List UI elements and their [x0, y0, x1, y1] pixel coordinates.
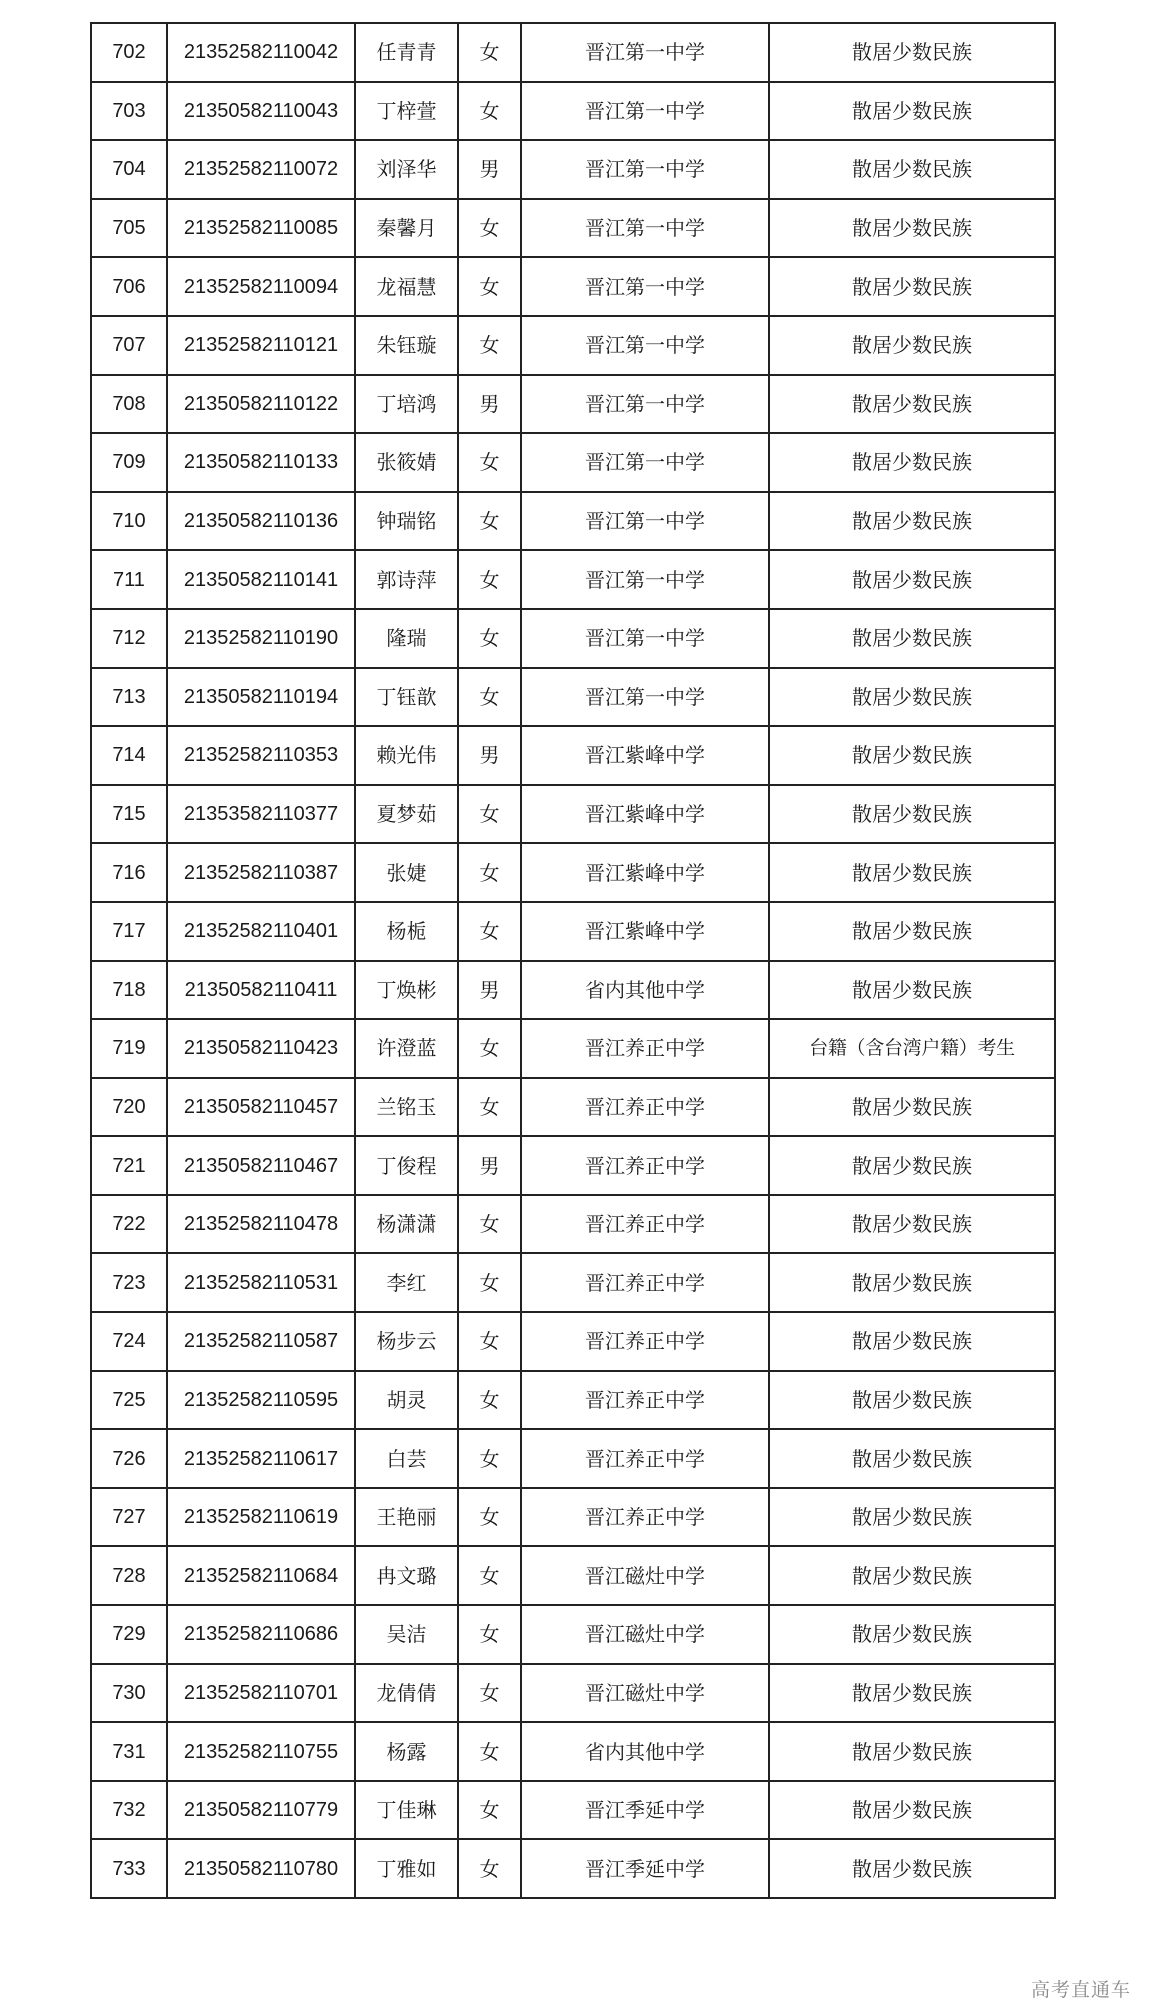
category-cell: 散居少数民族 — [769, 843, 1055, 902]
student-name-cell: 胡灵 — [355, 1371, 458, 1430]
exam-id-cell: 21352582110686 — [167, 1605, 355, 1664]
school-name-cell: 晋江紫峰中学 — [521, 785, 769, 844]
table-row — [91, 433, 1055, 492]
row-number-cell: 725 — [91, 1371, 167, 1430]
school-name-cell: 晋江第一中学 — [521, 609, 769, 668]
row-number-cell: 715 — [91, 785, 167, 844]
school-name-cell: 晋江第一中学 — [521, 199, 769, 258]
school-name-cell: 晋江磁灶中学 — [521, 1546, 769, 1605]
exam-id-cell: 21352582110094 — [167, 257, 355, 316]
school-name-cell: 省内其他中学 — [521, 1722, 769, 1781]
school-name-cell: 晋江养正中学 — [521, 1488, 769, 1547]
category-cell: 散居少数民族 — [769, 1781, 1055, 1840]
school-name-cell: 晋江紫峰中学 — [521, 902, 769, 961]
category-cell: 散居少数民族 — [769, 1488, 1055, 1547]
exam-id-cell: 21352582110121 — [167, 316, 355, 375]
gender-cell: 女 — [458, 1078, 521, 1137]
student-name-cell: 任青青 — [355, 23, 458, 82]
school-name-cell: 晋江养正中学 — [521, 1253, 769, 1312]
gender-cell: 女 — [458, 199, 521, 258]
student-name-cell: 白芸 — [355, 1429, 458, 1488]
table-row — [91, 1019, 1055, 1078]
school-name-cell: 晋江第一中学 — [521, 433, 769, 492]
row-number-cell: 710 — [91, 492, 167, 551]
gender-cell: 女 — [458, 1019, 521, 1078]
exam-id-cell: 21352582110755 — [167, 1722, 355, 1781]
row-number-cell: 706 — [91, 257, 167, 316]
gender-cell: 女 — [458, 1605, 521, 1664]
table-row — [91, 1488, 1055, 1547]
student-name-cell: 兰铭玉 — [355, 1078, 458, 1137]
table-row — [91, 1722, 1055, 1781]
exam-id-cell: 21352582110701 — [167, 1664, 355, 1723]
student-name-cell: 杨露 — [355, 1722, 458, 1781]
category-cell: 散居少数民族 — [769, 1546, 1055, 1605]
table-row — [91, 1078, 1055, 1137]
category-cell: 散居少数民族 — [769, 375, 1055, 434]
exam-id-cell: 21352582110190 — [167, 609, 355, 668]
category-cell: 散居少数民族 — [769, 433, 1055, 492]
gender-cell: 女 — [458, 609, 521, 668]
table-row — [91, 668, 1055, 727]
table-row — [91, 609, 1055, 668]
exam-id-cell: 21350582110141 — [167, 550, 355, 609]
school-name-cell: 晋江养正中学 — [521, 1371, 769, 1430]
category-cell: 散居少数民族 — [769, 726, 1055, 785]
student-name-cell: 王艳丽 — [355, 1488, 458, 1547]
student-name-cell: 杨步云 — [355, 1312, 458, 1371]
row-number-cell: 718 — [91, 961, 167, 1020]
school-name-cell: 晋江养正中学 — [521, 1312, 769, 1371]
school-name-cell: 晋江第一中学 — [521, 257, 769, 316]
roster-sheet — [90, 22, 1054, 1899]
table-row — [91, 257, 1055, 316]
table-row — [91, 1839, 1055, 1898]
row-number-cell: 728 — [91, 1546, 167, 1605]
student-name-cell: 刘泽华 — [355, 140, 458, 199]
exam-id-cell: 21350582110780 — [167, 1839, 355, 1898]
row-number-cell: 708 — [91, 375, 167, 434]
category-cell: 散居少数民族 — [769, 1136, 1055, 1195]
row-number-cell: 716 — [91, 843, 167, 902]
gender-cell: 女 — [458, 785, 521, 844]
student-name-cell: 吴洁 — [355, 1605, 458, 1664]
student-name-cell: 秦馨月 — [355, 199, 458, 258]
gender-cell: 女 — [458, 1488, 521, 1547]
row-number-cell: 727 — [91, 1488, 167, 1547]
student-name-cell: 朱钰璇 — [355, 316, 458, 375]
exam-id-cell: 21352582110401 — [167, 902, 355, 961]
gender-cell: 女 — [458, 1664, 521, 1723]
school-name-cell: 晋江第一中学 — [521, 316, 769, 375]
exam-id-cell: 21352582110353 — [167, 726, 355, 785]
gender-cell: 女 — [458, 550, 521, 609]
exam-id-cell: 21352582110587 — [167, 1312, 355, 1371]
table-row — [91, 785, 1055, 844]
row-number-cell: 732 — [91, 1781, 167, 1840]
exam-id-cell: 21350582110411 — [167, 961, 355, 1020]
gender-cell: 女 — [458, 1312, 521, 1371]
category-cell: 散居少数民族 — [769, 668, 1055, 727]
row-number-cell: 703 — [91, 82, 167, 141]
student-name-cell: 钟瑞铭 — [355, 492, 458, 551]
row-number-cell: 720 — [91, 1078, 167, 1137]
exam-id-cell: 21353582110377 — [167, 785, 355, 844]
student-name-cell: 龙福慧 — [355, 257, 458, 316]
gender-cell: 女 — [458, 492, 521, 551]
school-name-cell: 晋江紫峰中学 — [521, 843, 769, 902]
gender-cell: 女 — [458, 433, 521, 492]
table-row — [91, 1136, 1055, 1195]
gender-cell: 女 — [458, 902, 521, 961]
table-row — [91, 375, 1055, 434]
table-row — [91, 1312, 1055, 1371]
gender-cell: 男 — [458, 726, 521, 785]
gender-cell: 女 — [458, 843, 521, 902]
category-cell: 散居少数民族 — [769, 785, 1055, 844]
category-cell: 散居少数民族 — [769, 23, 1055, 82]
row-number-cell: 707 — [91, 316, 167, 375]
exam-id-cell: 21350582110779 — [167, 1781, 355, 1840]
school-name-cell: 晋江第一中学 — [521, 375, 769, 434]
category-cell: 散居少数民族 — [769, 550, 1055, 609]
gender-cell: 男 — [458, 961, 521, 1020]
row-number-cell: 704 — [91, 140, 167, 199]
student-name-cell: 冉文璐 — [355, 1546, 458, 1605]
table-row — [91, 1605, 1055, 1664]
category-cell: 散居少数民族 — [769, 1312, 1055, 1371]
gender-cell: 女 — [458, 668, 521, 727]
row-number-cell: 712 — [91, 609, 167, 668]
school-name-cell: 晋江养正中学 — [521, 1195, 769, 1254]
student-name-cell: 杨栀 — [355, 902, 458, 961]
exam-id-cell: 21350582110467 — [167, 1136, 355, 1195]
category-cell: 散居少数民族 — [769, 82, 1055, 141]
student-name-cell: 张筱婧 — [355, 433, 458, 492]
table-row — [91, 961, 1055, 1020]
school-name-cell: 晋江养正中学 — [521, 1019, 769, 1078]
gender-cell: 女 — [458, 23, 521, 82]
gender-cell: 女 — [458, 1429, 521, 1488]
row-number-cell: 711 — [91, 550, 167, 609]
table-row — [91, 726, 1055, 785]
row-number-cell: 731 — [91, 1722, 167, 1781]
category-cell: 散居少数民族 — [769, 257, 1055, 316]
row-number-cell: 730 — [91, 1664, 167, 1723]
category-cell: 散居少数民族 — [769, 492, 1055, 551]
table-row — [91, 1546, 1055, 1605]
gender-cell: 女 — [458, 1546, 521, 1605]
exam-id-cell: 21352582110072 — [167, 140, 355, 199]
school-name-cell: 晋江磁灶中学 — [521, 1605, 769, 1664]
student-name-cell: 丁俊程 — [355, 1136, 458, 1195]
category-cell: 散居少数民族 — [769, 1253, 1055, 1312]
school-name-cell: 晋江紫峰中学 — [521, 726, 769, 785]
exam-id-cell: 21350582110457 — [167, 1078, 355, 1137]
roster-body — [91, 23, 1055, 1898]
school-name-cell: 晋江季延中学 — [521, 1781, 769, 1840]
table-row — [91, 1429, 1055, 1488]
table-row — [91, 492, 1055, 551]
school-name-cell: 晋江第一中学 — [521, 140, 769, 199]
student-name-cell: 赖光伟 — [355, 726, 458, 785]
student-name-cell: 张婕 — [355, 843, 458, 902]
table-row — [91, 1371, 1055, 1430]
gender-cell: 男 — [458, 1136, 521, 1195]
table-row — [91, 199, 1055, 258]
student-name-cell: 夏梦茹 — [355, 785, 458, 844]
exam-id-cell: 21350582110136 — [167, 492, 355, 551]
category-cell: 散居少数民族 — [769, 199, 1055, 258]
row-number-cell: 733 — [91, 1839, 167, 1898]
student-name-cell: 郭诗萍 — [355, 550, 458, 609]
exam-id-cell: 21350582110423 — [167, 1019, 355, 1078]
exam-id-cell: 21350582110194 — [167, 668, 355, 727]
exam-id-cell: 21352582110531 — [167, 1253, 355, 1312]
student-name-cell: 隆瑞 — [355, 609, 458, 668]
gender-cell: 女 — [458, 1195, 521, 1254]
row-number-cell: 714 — [91, 726, 167, 785]
category-cell: 散居少数民族 — [769, 1195, 1055, 1254]
table-row — [91, 82, 1055, 141]
student-name-cell: 丁佳琳 — [355, 1781, 458, 1840]
school-name-cell: 晋江养正中学 — [521, 1136, 769, 1195]
category-cell: 散居少数民族 — [769, 609, 1055, 668]
school-name-cell: 晋江第一中学 — [521, 550, 769, 609]
table-row — [91, 1253, 1055, 1312]
category-cell: 散居少数民族 — [769, 1429, 1055, 1488]
student-name-cell: 丁焕彬 — [355, 961, 458, 1020]
school-name-cell: 晋江第一中学 — [521, 668, 769, 727]
row-number-cell: 723 — [91, 1253, 167, 1312]
exam-id-cell: 21352582110595 — [167, 1371, 355, 1430]
student-name-cell: 许澄蓝 — [355, 1019, 458, 1078]
gender-cell: 女 — [458, 316, 521, 375]
category-cell: 散居少数民族 — [769, 140, 1055, 199]
table-row — [91, 1195, 1055, 1254]
gender-cell: 女 — [458, 1839, 521, 1898]
row-number-cell: 717 — [91, 902, 167, 961]
gender-cell: 女 — [458, 82, 521, 141]
student-name-cell: 杨潇潇 — [355, 1195, 458, 1254]
table-row — [91, 1781, 1055, 1840]
gender-cell: 女 — [458, 1371, 521, 1430]
row-number-cell: 721 — [91, 1136, 167, 1195]
category-cell: 散居少数民族 — [769, 961, 1055, 1020]
table-row — [91, 843, 1055, 902]
gender-cell: 女 — [458, 1781, 521, 1840]
row-number-cell: 719 — [91, 1019, 167, 1078]
exam-id-cell: 21350582110133 — [167, 433, 355, 492]
school-name-cell: 晋江磁灶中学 — [521, 1664, 769, 1723]
school-name-cell: 晋江养正中学 — [521, 1078, 769, 1137]
roster-table — [90, 22, 1056, 1899]
row-number-cell: 726 — [91, 1429, 167, 1488]
category-cell: 散居少数民族 — [769, 1078, 1055, 1137]
gender-cell: 男 — [458, 375, 521, 434]
row-number-cell: 729 — [91, 1605, 167, 1664]
table-row — [91, 550, 1055, 609]
student-name-cell: 丁梓萱 — [355, 82, 458, 141]
gender-cell: 女 — [458, 1253, 521, 1312]
category-cell: 散居少数民族 — [769, 1722, 1055, 1781]
category-cell: 台籍（含台湾户籍）考生 — [769, 1019, 1055, 1078]
table-row — [91, 1664, 1055, 1723]
watermark-text: 高考直通车 — [1030, 1979, 1131, 2001]
student-name-cell: 龙倩倩 — [355, 1664, 458, 1723]
student-name-cell: 丁培鸿 — [355, 375, 458, 434]
school-name-cell: 晋江季延中学 — [521, 1839, 769, 1898]
gender-cell: 女 — [458, 257, 521, 316]
row-number-cell: 709 — [91, 433, 167, 492]
category-cell: 散居少数民族 — [769, 1605, 1055, 1664]
exam-id-cell: 21350582110043 — [167, 82, 355, 141]
table-row — [91, 316, 1055, 375]
exam-id-cell: 21352582110684 — [167, 1546, 355, 1605]
gender-cell: 女 — [458, 1722, 521, 1781]
row-number-cell: 713 — [91, 668, 167, 727]
category-cell: 散居少数民族 — [769, 316, 1055, 375]
exam-id-cell: 21352582110617 — [167, 1429, 355, 1488]
exam-id-cell: 21350582110122 — [167, 375, 355, 434]
school-name-cell: 晋江养正中学 — [521, 1429, 769, 1488]
student-name-cell: 丁钰歆 — [355, 668, 458, 727]
school-name-cell: 晋江第一中学 — [521, 492, 769, 551]
category-cell: 散居少数民族 — [769, 1664, 1055, 1723]
category-cell: 散居少数民族 — [769, 902, 1055, 961]
exam-id-cell: 21352582110387 — [167, 843, 355, 902]
exam-id-cell: 21352582110042 — [167, 23, 355, 82]
category-cell: 散居少数民族 — [769, 1371, 1055, 1430]
student-name-cell: 李红 — [355, 1253, 458, 1312]
row-number-cell: 724 — [91, 1312, 167, 1371]
table-row — [91, 140, 1055, 199]
student-name-cell: 丁雅如 — [355, 1839, 458, 1898]
exam-id-cell: 21352582110478 — [167, 1195, 355, 1254]
school-name-cell: 晋江第一中学 — [521, 23, 769, 82]
category-cell: 散居少数民族 — [769, 1839, 1055, 1898]
exam-id-cell: 21352582110619 — [167, 1488, 355, 1547]
school-name-cell: 晋江第一中学 — [521, 82, 769, 141]
gender-cell: 男 — [458, 140, 521, 199]
exam-id-cell: 21352582110085 — [167, 199, 355, 258]
table-row — [91, 902, 1055, 961]
row-number-cell: 705 — [91, 199, 167, 258]
school-name-cell: 省内其他中学 — [521, 961, 769, 1020]
row-number-cell: 722 — [91, 1195, 167, 1254]
table-row — [91, 23, 1055, 82]
row-number-cell: 702 — [91, 23, 167, 82]
